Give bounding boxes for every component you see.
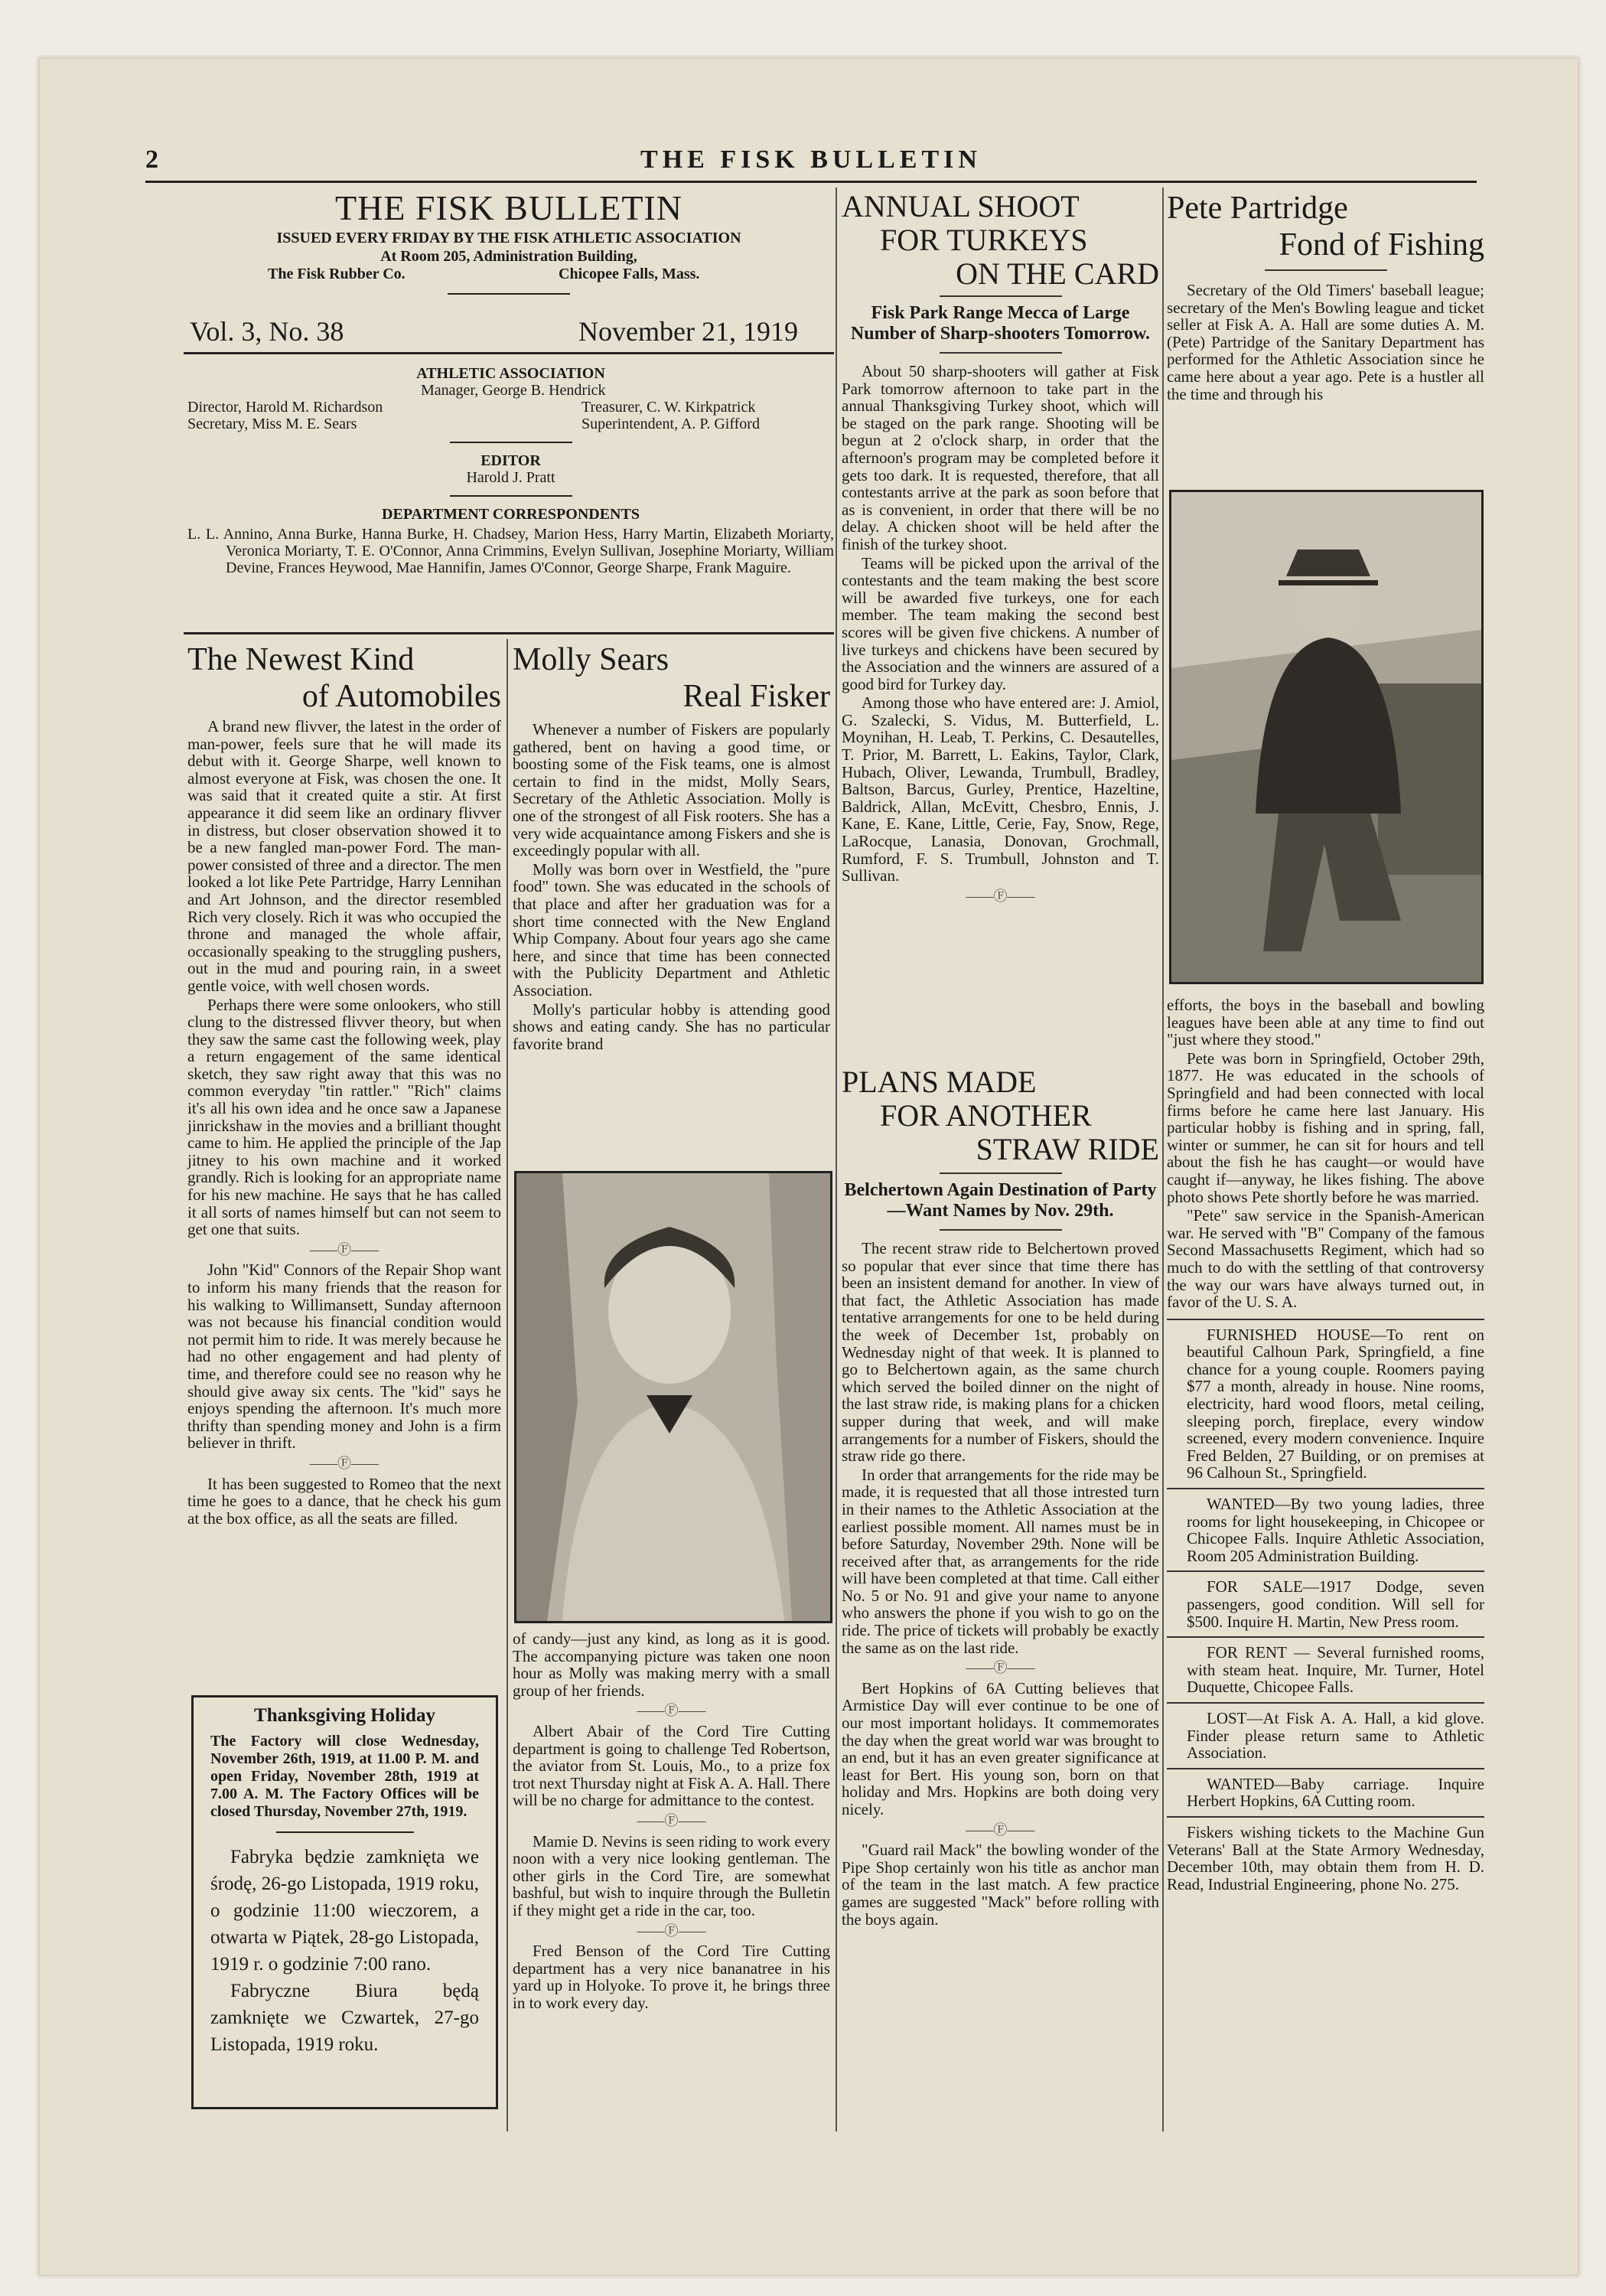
column-rule — [507, 639, 508, 2131]
classified-ad-house: FURNISHED HOUSE—To rent on beautiful Calhoun Park, Springfield, a fine chance for a young couple. Roomers paying $77 a month, already in house. Nine rooms, electricity, hard wood floors, metal ceiling, sleeping porch, fireplace, every window screened, every modern convenience. Inquire Fred Belden, 27 Building, or on premises at 96 Calhoun St., Springfield. — [1187, 1325, 1484, 1482]
shoot-subhead: Fisk Park Range Mecca of Large Number of Sharp-shooters Tomorrow. — [850, 303, 1151, 344]
pete-para-2: efforts, the boys in the baseball and bowling leagues have been able at any time to find out "just where they stood." — [1167, 996, 1484, 1049]
masthead-rule — [448, 293, 570, 295]
correspondents-heading: DEPARTMENT CORRESPONDENTS — [382, 506, 640, 523]
pete-partridge-photo — [1169, 490, 1484, 984]
mack-para: "Guard rail Mack" the bowling wonder of the Pipe Shop certainly won his title as anchor man of the team in the last match. A few practice games are suggested "Mack" before rolling with the boys again. — [842, 1841, 1159, 1929]
classified-ad-rooms-wanted: WANTED—By two young ladies, three rooms for light housekeeping, in Chicopee or Chicopee Falls. Inquire Athletic Association, Room 205 Administration Building. — [1187, 1495, 1484, 1565]
thanksgiving-polish-1: Fabryka będzie zamknięta we środę, 26-go Listopada, 1919 roku, o godzinie 11:00 wieczorem, a otwarta w Piątek, 28-go Listopada, 1919 r. o godzinie 7:00 rano. — [210, 1847, 479, 1975]
straw-para-1: The recent straw ride to Belchertown proved so popular that ever since that time there has been an insistent demand for another. In view of that fact, the Athletic Association has made tentative arrangements for one to be held during the week of December 1st, probably on Wednesday night of that week. It is planned to go to Belchertown again, as the same church which served the boiled dinner on the night of the last straw ride, is making plans for a chicken supper during that week, and will make arrangements for a number of Fiskers, should the straw ride go there. — [842, 1239, 1159, 1466]
masthead-location: Chicopee Falls, Mass. — [559, 266, 700, 282]
divider-icon: ——Ⓕ—— — [310, 1241, 379, 1257]
automobiles-headline-2: of Automobiles — [301, 679, 501, 714]
nevins-para: Mamie D. Nevins is seen riding to work every noon with a very nice looking gentleman. The other girls in the Cord Tire, are somewhat bashful, but wish to inquire through the Bulletin if they might get a ride in the car, too. — [513, 1831, 831, 1919]
masthead — [184, 188, 834, 295]
classified-ad-for-rent: FOR RENT — Several furnished rooms, with steam heat. Inquire, Mr. Turner, Hotel Duquette, Chicopee Falls. — [1187, 1643, 1484, 1697]
classified-ad-dodge: FOR SALE—1917 Dodge, seven passengers, good condition. Will sell for $500. Inquire H. Martin, New Press room. — [1187, 1577, 1484, 1631]
article-pete-partridge — [1167, 190, 1484, 404]
shoot-para-3: Among those who have entered are: J. Amiol, G. Szalecki, S. Vidus, M. Butterfield, L. Moynihan, H. Leab, T. Perkins, C. Desautelles, T. Prior, M. Barrett, L. Eakins, Taylor, Clark, Hubach, Oliver, Lewanda, Trumbull, Bradley, Baltson, Barcus, Gurley, Prentice, Hazeltine, Baldrick, Allan, McEvitt, Chesbro, Ennis, J. Kane, E. Kane, Little, Cerie, Fay, Snow, Rege, LaRocque, Lanasia, Donovan, Grochmall, Rumford, F. S. Trumbull, Johnston and T. Sullivan. — [842, 693, 1159, 885]
straw-headline-3: STRAW RIDE — [976, 1132, 1159, 1166]
divider-icon: ——Ⓕ—— — [637, 1703, 706, 1719]
thanksgiving-box — [191, 1695, 498, 2109]
divider-icon: ——Ⓕ—— — [637, 1812, 706, 1828]
shoot-headline-1: ANNUAL SHOOT — [842, 189, 1080, 223]
automobiles-headline-1: The Newest Kind — [187, 642, 415, 677]
vol-rule — [184, 352, 834, 354]
automobiles-para-2: Perhaps there were some onlookers, who still clung to the distressed flivver theory, but when they saw the same cast the following week, play a return engagement of the same identical sketch, they saw right away that this was no common everyday "tin rattler." "Rich" claims it's all his own idea and he once saw a Japanese jinrickshaw in the movies and a brilliant thought came to him. He applied the principle of the Jap jitney to his own machine and it worked grandly. Rich is looking for an appropriate name for his new machine. He says that he has called it all sorts of names himself but can not seem to get one that suits. — [187, 995, 501, 1239]
article-turkey-shoot — [842, 190, 1159, 908]
pete-para-1: Secretary of the Old Timers' baseball league; secretary of the Men's Bowling league and ticket seller at Fisk A. A. Hall are some duties A. M. (Pete) Partridge of the Sanitary Department has performed for the Athletic Association since he came here about a year ago. Pete is a hustler all the time and through his — [1167, 281, 1484, 403]
running-title: THE FISK BULLETIN — [640, 145, 982, 174]
shoot-para-1: About 50 sharp-shooters will gather at Fisk Park tomorrow afternoon to take part in the annual Thanksgiving Turkey shoot, which will be staged on the park range. Shooting will be begun at 2 o'clock sharp, in order that the afternoon's program may be completed before it gets too dark. It is requested, therefore, that all contestants arrive at the park as soon before that as is convenient, in order that there will be no delay. A chicken shoot will be held after the finish of the turkey shoot. — [842, 362, 1159, 553]
correspondents-list: L. L. Annino, Anna Burke, Hanna Burke, H. Chadsey, Marion Hess, Harry Martin, Elizabeth Moriarty, Veronica Moriarty, T. E. O'Connor, Anna Crimmins, Evelyn Sullivan, Josephine Moriarty, William Devine, Frances Heywood, Mae Hannifin, James O'Connor, George Sharpe, Frank Maguire. — [187, 526, 834, 576]
running-head — [145, 145, 1477, 176]
shoot-para-2: Teams will be picked upon the arrival of the contestants and the team making the best score will be awarded five turkeys, one for each member. The team making the second best scores will be given five chickens. A number of live turkeys and chickens have been secured by the Association and the winners are assured of a good bird for Turkey day. — [842, 553, 1159, 693]
pete-headline-1: Pete Partridge — [1167, 191, 1348, 226]
volume-number: Vol. 3, No. 38 — [190, 316, 344, 347]
editor-heading: EDITOR — [480, 452, 541, 469]
divider-icon: ——Ⓕ—— — [966, 888, 1035, 904]
divider-icon: ——Ⓕ—— — [637, 1923, 706, 1939]
masthead-issued: ISSUED EVERY FRIDAY BY THE FISK ATHLETIC ASSOCIATION — [276, 230, 741, 246]
straw-headline-2: FOR ANOTHER — [880, 1098, 1092, 1133]
pete-para-3: Pete was born in Springfield, October 29th, 1877. He was educated in the schools of Springfield and had been connected with local firms before he came here last January. His particular hobby is fishing and in spring, fall, winter or summer, he can sit for hours and tell about the fish he has caught—or would have caught if—anyway, he likes fishing. The above photo shows Pete shortly before he was married. — [1167, 1049, 1484, 1206]
portrait-woman-icon — [516, 1173, 830, 1621]
classified-ad-carriage: WANTED—Baby carriage. Inquire Herbert Hopkins, 6A Cutting room. — [1187, 1774, 1484, 1811]
molly-para-2: Molly was born over in Westfield, the "pure food" town. She was educated in the schools of that place and after her graduation was for a short time connected with the New England Whip Company. About four years ago she came here, and since that time has been connected with the Publicity Department and Athletic Association. — [513, 859, 830, 1000]
divider-icon: ——Ⓕ—— — [966, 1821, 1035, 1838]
straw-headline-1: PLANS MADE — [842, 1065, 1037, 1099]
veterans-ball-notice: Fiskers wishing tickets to the Machine Gun Veterans' Ball at the State Armory Wednesday, December 10th, may obtain them from H. D. Read, Industrial Engineering, phone No. 275. — [1167, 1822, 1484, 1893]
romeo-para: It has been suggested to Romeo that the next time he goes to a dance, that he check his gum at the box office, as all the seats are filled. — [187, 1474, 501, 1528]
molly-headline-1: Molly Sears — [513, 642, 669, 677]
portrait-man-icon — [1171, 492, 1481, 982]
abair-para: Albert Abair of the Cord Tire Cutting department is going to challenge Ted Robertson, the aviator from St. Louis, Mo., to a prize fox trot next Thursday night at Fisk A. A. Hall. There will be no charge for admittance to the contest. — [513, 1721, 830, 1810]
manager-line: Manager, George B. Hendrick — [421, 382, 606, 399]
association-block — [187, 365, 834, 576]
thanksgiving-polish-2: Fabryczne Biura będą zamknięte we Czwartek, 27-go Listopada, 1919 roku. — [210, 1981, 479, 2055]
director-line: Director, Harold M. Richardson — [187, 399, 383, 416]
shoot-headline-2: FOR TURKEYS — [880, 223, 1088, 257]
column-rule — [1162, 188, 1164, 2131]
divider-icon: ——Ⓕ—— — [310, 1455, 379, 1471]
molly-headline-2: Real Fisker — [682, 679, 830, 714]
superintendent-line: Superintendent, A. P. Gifford — [581, 416, 760, 432]
article-molly-sears — [513, 641, 830, 1054]
treasurer-line: Treasurer, C. W. Kirkpatrick — [581, 399, 756, 416]
masthead-bottom-rule — [184, 632, 834, 634]
article-automobiles — [187, 641, 501, 1528]
top-rule — [145, 181, 1477, 183]
shoot-headline-3: ON THE CARD — [956, 256, 1159, 291]
divider-icon: ——Ⓕ—— — [966, 1660, 1035, 1676]
issue-date: November 21, 1919 — [578, 316, 798, 347]
association-heading: ATHLETIC ASSOCIATION — [416, 365, 605, 382]
classified-ad-lost: LOST—At Fisk A. A. Hall, a kid glove. Finder please return same to Athletic Association. — [1187, 1708, 1484, 1763]
automobiles-para-1: A brand new flivver, the latest in the order of man-power, feels sure that he will made its debut with it. George Sharpe, well known to almost everyone at Fisk, was chosen the one. It was said that it created quite a stir. At first appearance it did seem like an ordinary flivver in distress, but closer observation showed it to be a new fangled man-power Ford. The man-power consisted of three and a director. The men looked a lot like Pete Partridge, Harry Lennihan and Art Johnson, and the director resembled Rich very closely. Rich it was who occupied the throne and managed the whole affair, occasionally speaking to the struggling pushers, out in the mud and pouring rain, in a sweet gentle voice, with well chosen words. — [187, 717, 501, 995]
page-number: 2 — [145, 145, 163, 174]
hopkins-para: Bert Hopkins of 6A Cutting believes that Armistice Day will ever continue to be one of our most important holidays. It commemorates the day when the great world war was brought to an end, but it has an even greater significance at least for Bert. His young son, born on that holiday and Mrs. Hopkins are both doing very nicely. — [842, 1678, 1159, 1818]
molly-para-3: Molly's particular hobby is attending good shows and eating candy. She has no particular favorite brand — [513, 1000, 830, 1053]
masthead-title: THE FISK BULLETIN — [335, 188, 682, 227]
column-rule — [836, 188, 837, 2131]
molly-para-4: of candy—just any kind, as long as it is good. The accompanying picture was taken one noon hour as Molly was making merry with a small group of her friends. — [513, 1629, 830, 1700]
connors-para: John "Kid" Connors of the Repair Shop want to inform his many friends that the reason for his walking to Willimansett, Sunday afternoon was not because his financial condition would not permit him to ride. It was merely because he had no other engagement and had plenty of time, and therefore could see no reason why he should give away six cents. The "kid" says he enjoys spending the afternoon. It's much more thrifty than spending money and John is a firm believer in thrift. — [187, 1261, 501, 1453]
thanksgiving-english: The Factory will close Wednesday, November 26th, 1919, at 11.00 P. M. and open Friday, November 28th, 1919 at 7.00 A. M. The Factory Offices will be closed Thursday, November 27th, 1919. — [210, 1733, 479, 1820]
benson-para: Fred Benson of the Cord Tire Cutting department has a very nice bananatree in his yard up in Holyoke. To prove it, he brings three in to work every day. — [513, 1942, 830, 2012]
thanksgiving-heading: Thanksgiving Holiday — [254, 1705, 435, 1726]
pete-headline-2: Fond of Fishing — [1279, 227, 1484, 263]
secretary-line: Secretary, Miss M. E. Sears — [187, 416, 357, 432]
masthead-room: At Room 205, Administration Building, — [380, 248, 637, 265]
molly-sears-photo — [514, 1171, 832, 1623]
pete-para-4: "Pete" saw service in the Spanish-American war. He served with "B" Company of the famous Second Massachusetts Regiment, which had so much to do with the settling of that controversy the way our wars have always turned out, in favor of the U. S. A. — [1167, 1206, 1484, 1312]
masthead-company: The Fisk Rubber Co. — [268, 266, 406, 282]
article-straw-ride — [842, 1065, 1159, 1929]
molly-para-1: Whenever a number of Fiskers are popularly gathered, bent on having a good time, or boosting some of the Fisk teams, one is almost certain to find in the midst, Molly Sears, Secretary of the Athletic Association. Molly is one of the strongest of all Fisk rooters. She has a very wide acquaintance among Fiskers and she is exceedingly popular with all. — [513, 720, 830, 860]
straw-para-2: In order that arrangements for the ride may be made, it is requested that all those intrested turn in their names to the Athletic Association at the earliest possible moment. All names must be in before Saturday, November 29th. None will be received after that, as arrangements for the ride will have been completed at that time. Call either No. 5 or No. 91 and give your name to anyone who answers the phone if you wish to go on the ride. The price of tickets will probably be exactly the same as on the last ride. — [842, 1465, 1159, 1657]
article-pete-continued — [1167, 996, 1484, 1894]
article-molly-continued — [513, 1630, 830, 2013]
straw-subhead: Belchertown Again Destination of Party—Want Names by Nov. 29th. — [844, 1180, 1157, 1221]
editor-name: Harold J. Pratt — [466, 469, 555, 486]
